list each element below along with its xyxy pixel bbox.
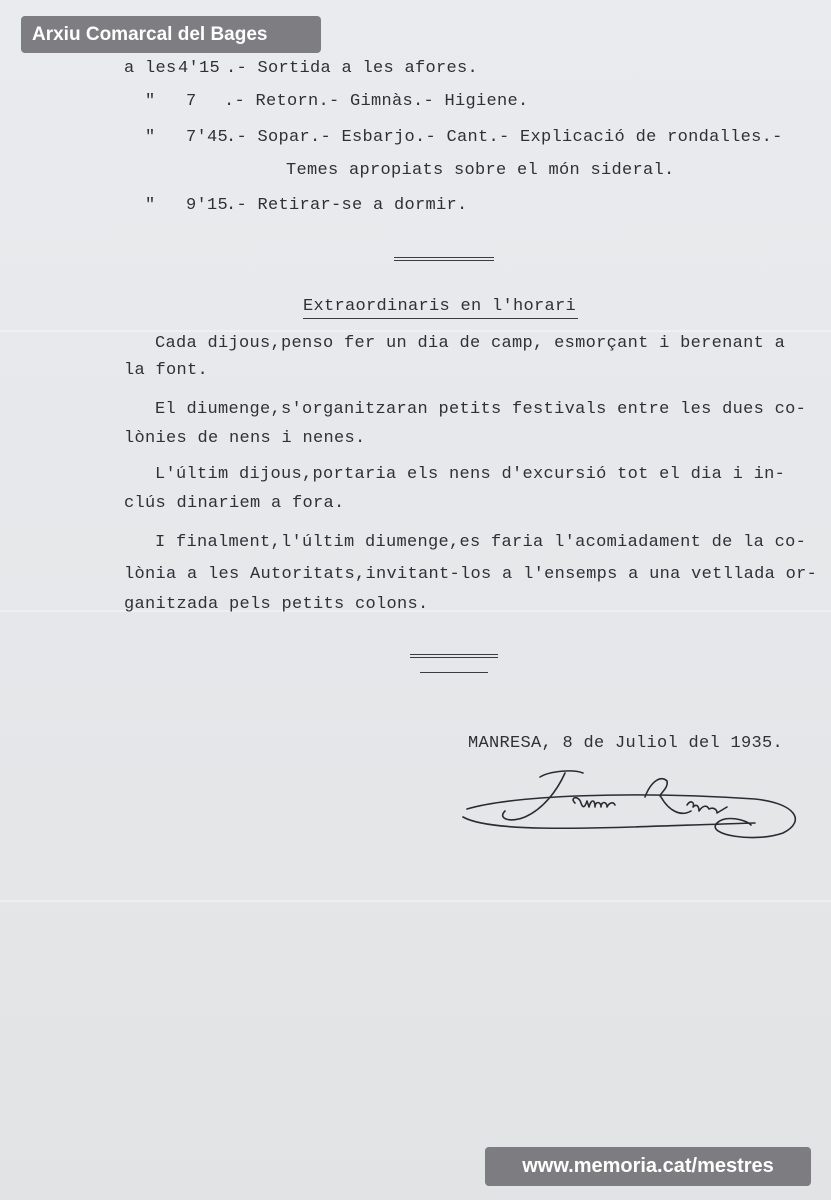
schedule-activity: .- Sortida a les afores. xyxy=(226,59,479,78)
paragraph-line: lònia a les Autoritats,invitant-los a l'ensemps a una vetllada or- xyxy=(124,565,818,584)
paragraph-line: I finalment,l'últim diumenge,es faria l'acomiadament de la co- xyxy=(155,533,807,552)
ditto-mark: " xyxy=(145,92,156,111)
schedule-time: 9'15 xyxy=(186,196,229,215)
archive-watermark: Arxiu Comarcal del Bages xyxy=(21,16,321,53)
paragraph-line: la font. xyxy=(124,361,209,380)
ditto-mark: " xyxy=(145,196,156,215)
schedule-activity: .- Retorn.- Gimnàs.- Higiene. xyxy=(224,92,529,111)
paragraph-line: El diumenge,s'organitzaran petits festivals entre les dues co- xyxy=(155,400,807,419)
schedule-time: 4'15 xyxy=(178,59,221,78)
place-date: MANRESA, 8 de Juliol del 1935. xyxy=(468,734,784,753)
schedule-marker: a les xyxy=(124,59,177,78)
schedule-time: 7'45 xyxy=(186,128,229,147)
website-watermark: www.memoria.cat/mestres xyxy=(485,1147,811,1186)
handwritten-signature xyxy=(455,765,810,845)
end-divider xyxy=(410,654,498,655)
section-heading: Extraordinaris en l'horari xyxy=(303,297,577,316)
heading-underline xyxy=(303,318,578,319)
section-divider xyxy=(394,260,494,261)
schedule-activity: .- Sopar.- Esbarjo.- Cant.- Explicació de rondalles.- xyxy=(226,128,783,147)
paragraph-line: L'últim dijous,portaria els nens d'excursió tot el dia i in- xyxy=(155,465,786,484)
paragraph-line: Cada dijous,penso fer un dia de camp, esmorçant i berenant a xyxy=(155,334,786,353)
paragraph-line: ganitzada pels petits colons. xyxy=(124,595,429,614)
end-divider xyxy=(410,657,498,658)
signature-text: Jaume Rovira xyxy=(795,773,810,776)
paragraph-line: lònies de nens i nenes. xyxy=(124,429,366,448)
schedule-continuation: Temes apropiats sobre el món sideral. xyxy=(286,161,675,180)
section-divider xyxy=(394,257,494,258)
schedule-time: 7 xyxy=(186,92,197,111)
end-divider xyxy=(420,672,488,673)
paragraph-line: clús dinariem a fora. xyxy=(124,494,345,513)
schedule-activity: .- Retirar-se a dormir. xyxy=(226,196,468,215)
ditto-mark: " xyxy=(145,128,156,147)
